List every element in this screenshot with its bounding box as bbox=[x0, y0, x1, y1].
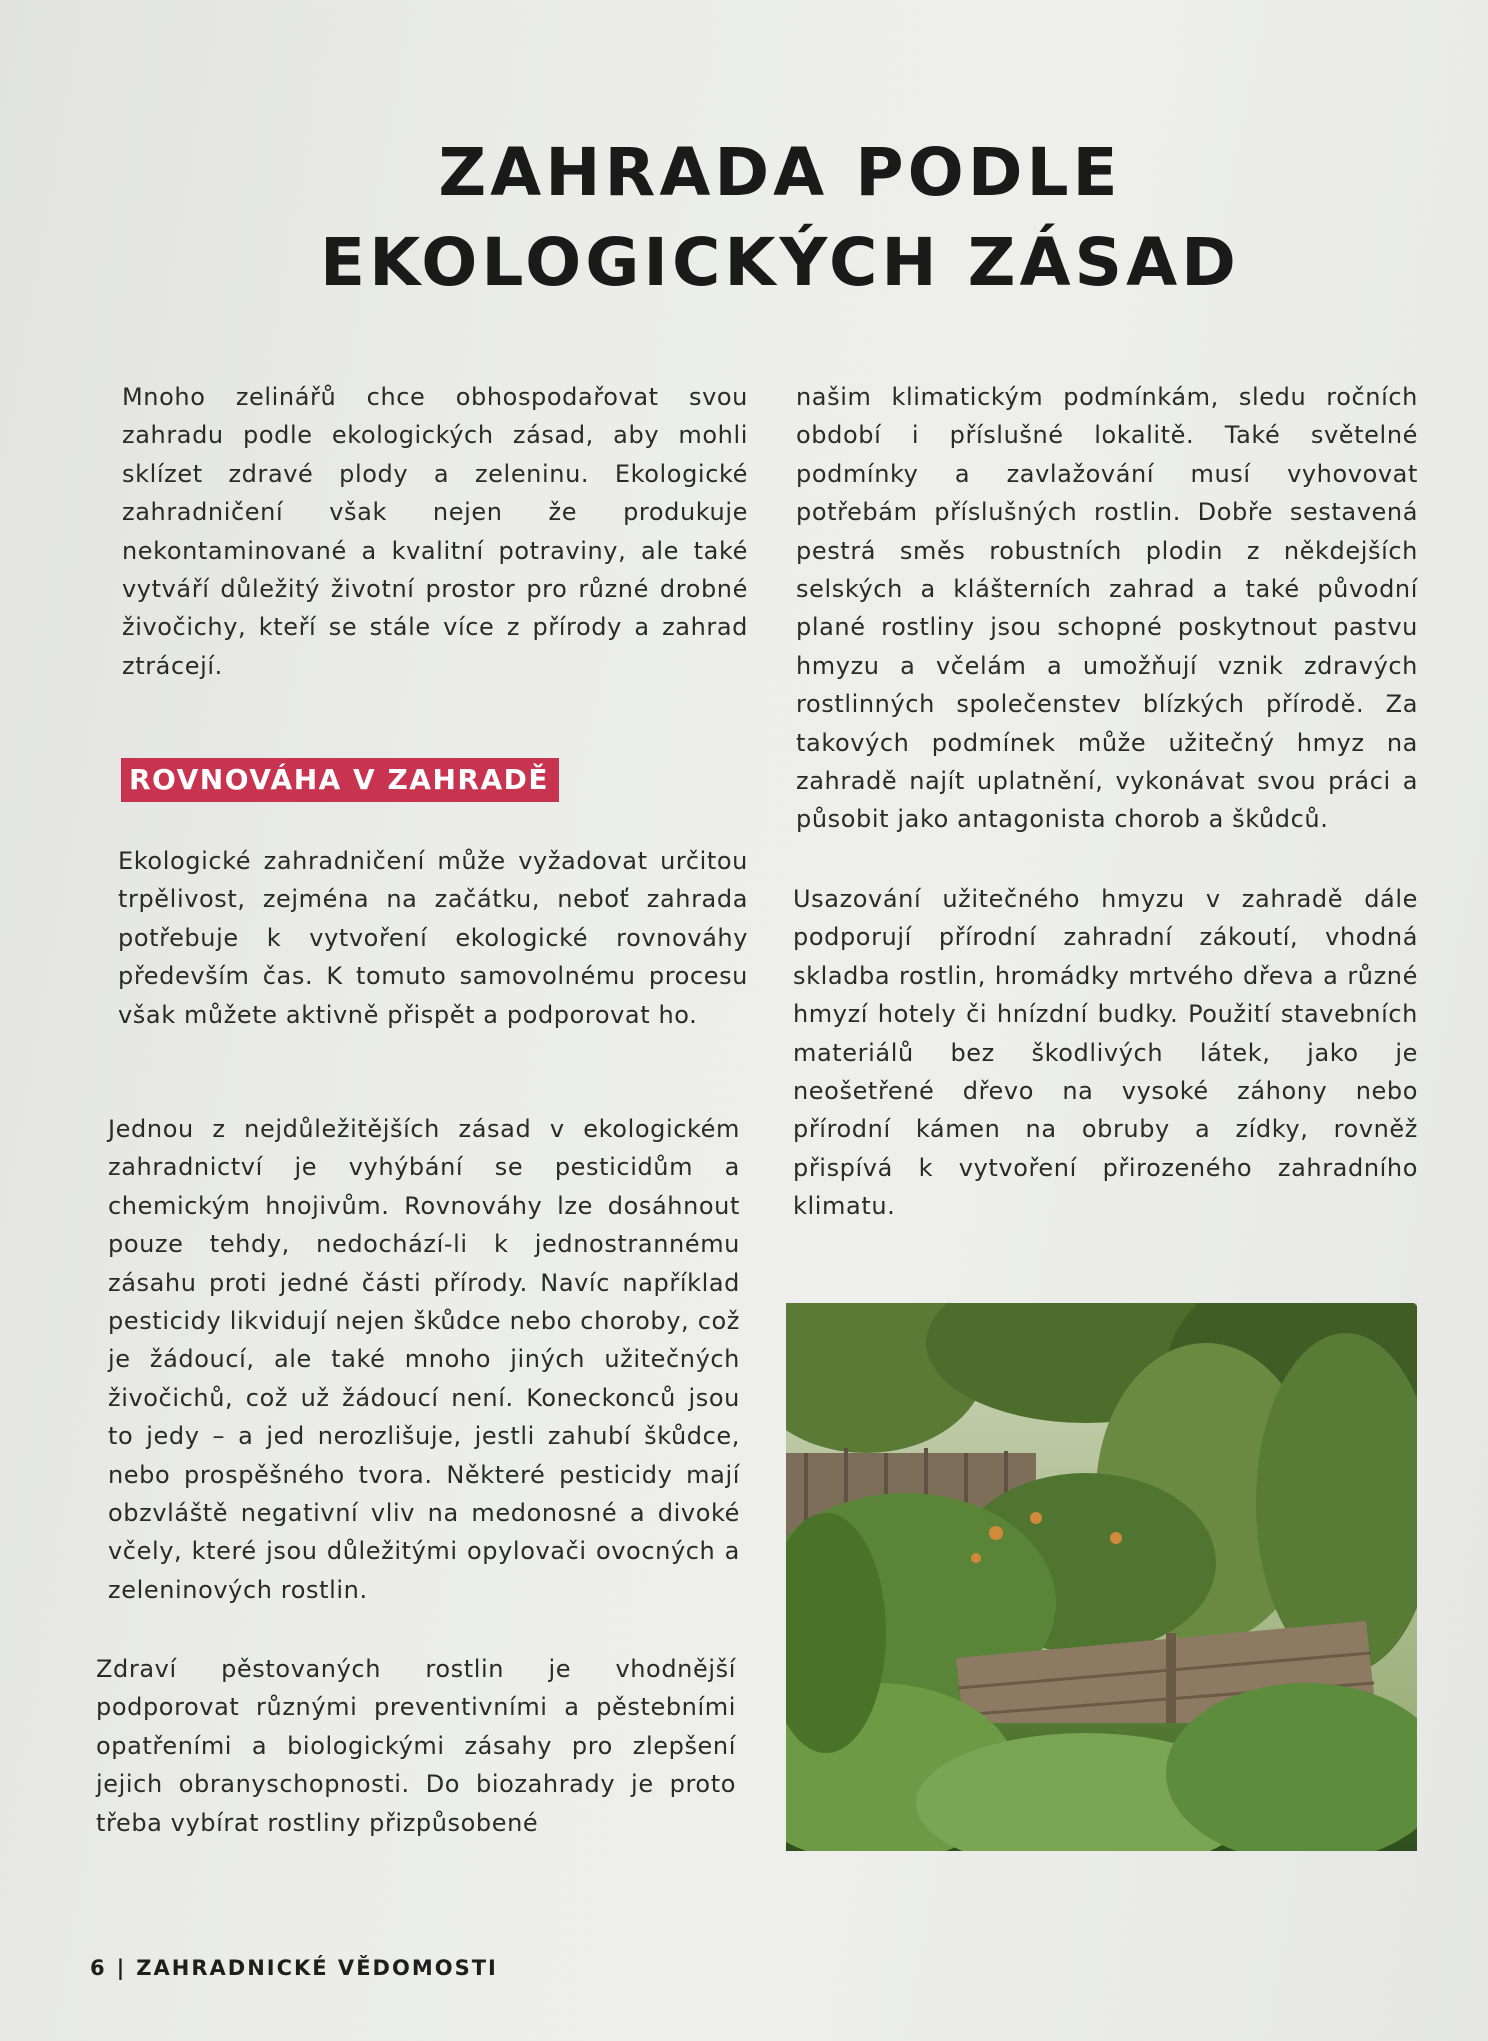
left-paragraph-1: Ekologické zahradničení může vyžadovat určitou trpělivost, zejména na začátku, neboť zahrada potřebuje k vytvoření ekologické rovnováhy především čas. K tomuto samovolnému procesu však můžete aktivně přispět a podporovat ho. bbox=[118, 847, 748, 1029]
footer-section-title: ZAHRADNICKÉ VĚDOMOSTI bbox=[136, 1956, 498, 1980]
left-paragraph-3: Zdraví pěstovaných rostlin je vhodnější podporovat různými preventivními a pěstebními opatřeními a biologickými zásahy pro zlepšení jejich obranyschopnosti. Do biozahrady je proto třeba vybírat rostliny přizpůsobené bbox=[96, 1655, 736, 1837]
footer-separator: | bbox=[116, 1956, 127, 1980]
intro-paragraph: Mnoho zelinářů chce obhospodařovat svou zahradu podle ekologických zásad, aby mohli sklízet zdravé plody a zeleninu. Ekologické zahradničení však nejen že produkuje nekontaminované a kvalitní potraviny, ale také vytváří důležitý životní prostor pro různé drobné živočichy, kteří se stále více z přírody a zahrad ztrácejí. bbox=[122, 383, 748, 680]
right-paragraph-2: Usazování užitečného hmyzu v zahradě dále podporují přírodní zahradní zákoutí, vhodná skladba rostlin, hromádky mrtvého dřeva a různé hmyzí hotely či hnízdní budky. Použití stavebních materiálů bez škodlivých látek, jako je neošetřené dřevo na vysoké záhony nebo přírodní kámen na obruby a zídky, rovněž přispívá k vytvoření přirozeného zahradního klimatu. bbox=[793, 885, 1418, 1221]
page-footer bbox=[90, 1956, 498, 1980]
page-number: 6 bbox=[90, 1956, 107, 1980]
right-paragraph-1: našim klimatickým podmínkám, sledu ročních období i příslušné lokalitě. Také světelné podmínky a zavlažování musí vyhovovat potřebám příslušných rostlin. Dobře sestavená pestrá směs robustních plodin z někdejších selských a klášterních zahrad a také původní plané rostliny jsou schopné poskytnout pastvu hmyzu a včelám a umožňují vznik zdravých rostlinných společenstev blízkých přírodě. Za takových podmínek může užitečný hmyz na zahradě najít uplatnění, vykonávat svou práci a působit jako antagonista chorob a škůdců. bbox=[796, 383, 1418, 834]
left-paragraph-2: Jednou z nejdůležitějších zásad v ekologickém zahradnictví je vyhýbání se pesticidům a chemickým hnojivům. Rovnováhy lze dosáhnout pouze tehdy, nedochází-li k jednostrannému zásahu proti jedné části přírody. Navíc například pesticidy likvidují nejen škůdce nebo choroby, což je žádoucí, ale také mnoho jiných užitečných živočichů, což už žádoucí není. Koneckonců jsou to jedy – a jed nerozlišuje, jestli zahubí škůdce, nebo prospěšného tvora. Některé pesticidy mají obzvláště negativní vliv na medonosné a divoké včely, které jsou důležitými opylovači ovocných a zeleninových rostlin. bbox=[108, 1115, 740, 1604]
page-title bbox=[0, 128, 1488, 308]
page-title-line-2: EKOLOGICKÝCH ZÁSAD bbox=[320, 224, 1240, 301]
garden-photo bbox=[786, 1303, 1417, 1851]
section-heading: ROVNOVÁHA V ZAHRADĚ bbox=[121, 758, 559, 802]
page-title-line-1: ZAHRADA PODLE bbox=[438, 134, 1122, 211]
